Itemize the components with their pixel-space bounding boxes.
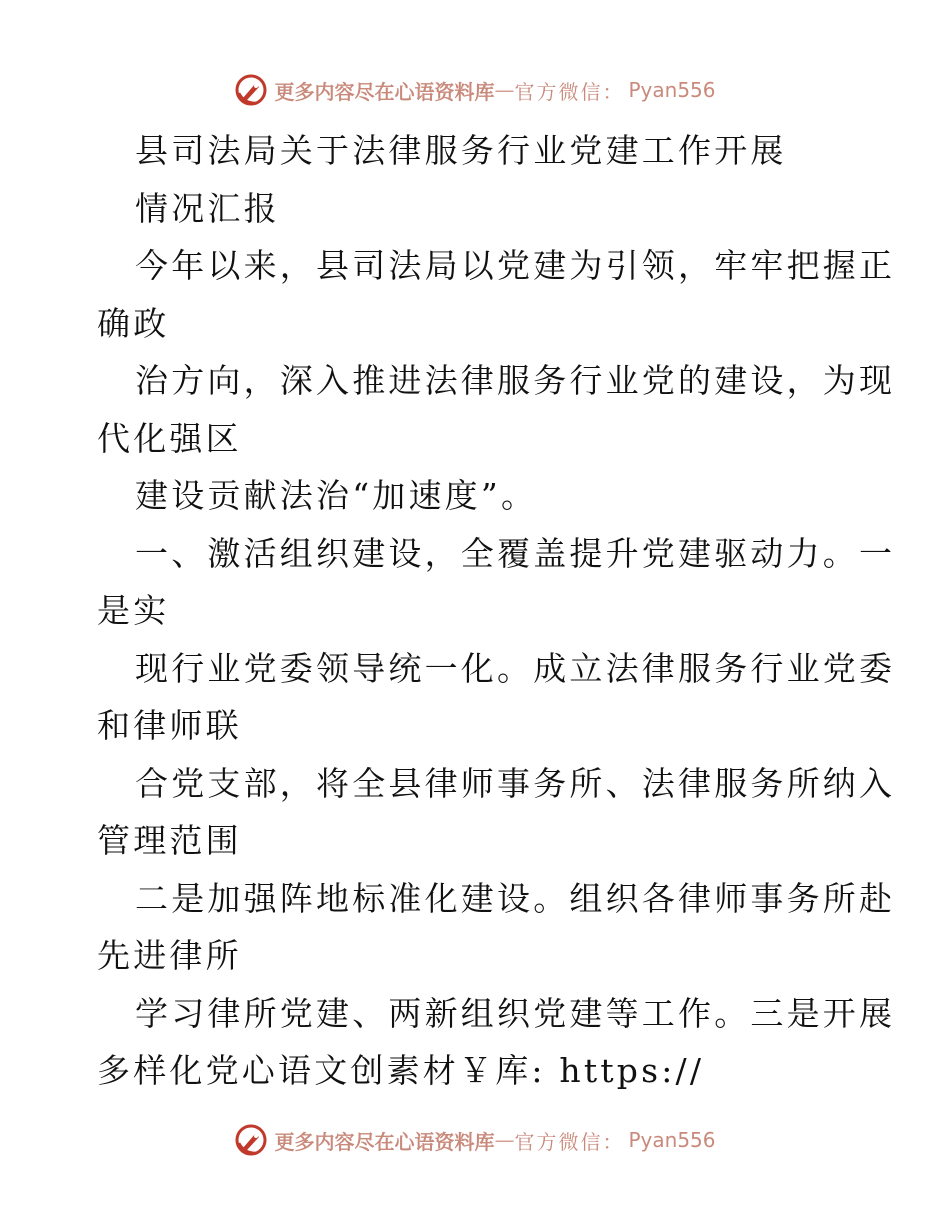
banner-wechat-label: 官方微信： bbox=[514, 1129, 625, 1154]
paragraph-line: 建设贡献法治“加速度”。 bbox=[135, 476, 538, 515]
banner-text: 更多内容尽在心语资料库 bbox=[274, 1129, 495, 1154]
document-body bbox=[97, 122, 896, 1100]
paragraph-line: 学习律所党建、两新组织党建等工作。三是开展 bbox=[135, 993, 896, 1033]
paragraph-line: 今年以来，县司法局以党建为引领，牢牢把握正 bbox=[135, 246, 896, 285]
banner-wechat-label: 官方微信： bbox=[514, 79, 625, 104]
pen-nib-logo-icon bbox=[234, 73, 268, 107]
paragraph-line: 是实 bbox=[97, 591, 170, 630]
pen-nib-logo-icon bbox=[234, 1123, 268, 1157]
banner-wechat-id: Pyan556 bbox=[628, 78, 716, 102]
paragraph-line: 和律师联 bbox=[97, 706, 242, 745]
banner-wechat-id: Pyan556 bbox=[628, 1128, 716, 1152]
paragraph-line: 先进律所 bbox=[97, 936, 242, 975]
paragraph-line: 合党支部，将全县律师事务所、法律服务所纳入 bbox=[135, 763, 896, 803]
banner-dash: — bbox=[494, 1128, 515, 1152]
doc-title-line-2: 情况汇报 bbox=[135, 188, 280, 228]
header-banner bbox=[0, 70, 950, 110]
paragraph-line: 多样化党心语文创素材￥库: https:// bbox=[97, 1051, 705, 1090]
banner-text: 更多内容尽在心语资料库 bbox=[274, 79, 495, 104]
paragraph-line: 代化强区 bbox=[97, 418, 242, 458]
paragraph-line: 管理范围 bbox=[97, 821, 242, 860]
paragraph-line: 确政 bbox=[97, 303, 170, 343]
paragraph-line: 二是加强阵地标准化建设。组织各律师事务所赴 bbox=[135, 878, 896, 918]
paragraph-line: 现行业党委领导统一化。成立法律服务行业党委 bbox=[135, 648, 896, 688]
doc-title-line-1: 县司法局关于法律服务行业党建工作开展 bbox=[135, 131, 787, 170]
banner-dash: — bbox=[494, 78, 515, 102]
section-heading-line: 一、激活组织建设，全覆盖提升党建驱动力。一 bbox=[135, 533, 896, 573]
footer-banner bbox=[0, 1120, 950, 1160]
paragraph-line: 治方向，深入推进法律服务行业党的建设，为现 bbox=[135, 361, 896, 400]
